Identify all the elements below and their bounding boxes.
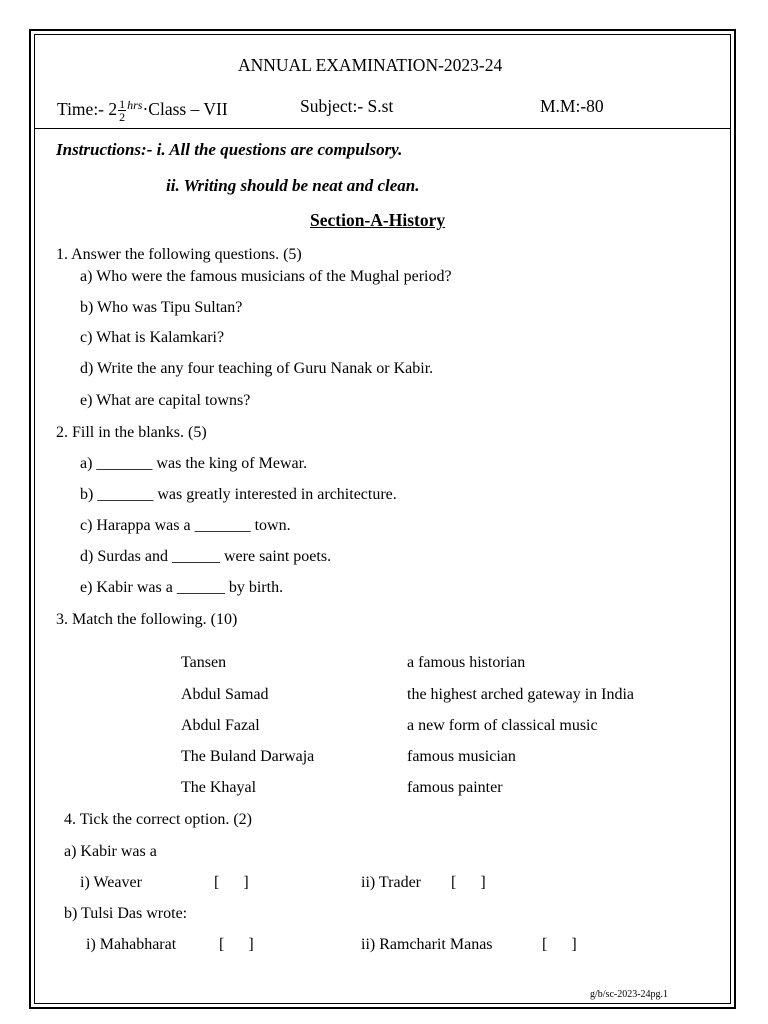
- time-unit: hrs: [127, 98, 143, 112]
- q4-b-option-1-bracket: [ ]: [219, 936, 254, 953]
- match-right-4: famous musician: [407, 748, 516, 765]
- q4-a-option-1: i) Weaver: [80, 874, 142, 891]
- match-right-3: a new form of classical music: [407, 717, 598, 734]
- q4-b-option-2-bracket: [ ]: [542, 936, 577, 953]
- time-prefix: Time:- 2: [57, 99, 118, 119]
- subject-label: Subject:- S.st: [300, 96, 394, 116]
- instruction-line-2: ii. Writing should be neat and clean.: [166, 176, 420, 195]
- q4-a-option-1-bracket: [ ]: [214, 874, 249, 891]
- q1-item-a: a) Who were the famous musicians of the Mughal period?: [80, 268, 452, 285]
- class-label: ·Class – VII: [142, 99, 228, 119]
- q1-item-e: e) What are capital towns?: [80, 392, 251, 409]
- q1-item-d: d) Write the any four teaching of Guru Nanak or Kabir.: [80, 360, 434, 377]
- q4-b-option-1: i) Mahabharat: [86, 936, 177, 953]
- section-title: Section-A-History: [310, 210, 446, 230]
- match-right-1: a famous historian: [407, 654, 526, 671]
- max-marks: M.M:-80: [540, 96, 604, 116]
- q2-item-c: c) Harappa was a _______ town.: [80, 517, 291, 534]
- match-left-5: The Khayal: [181, 779, 257, 796]
- match-left-1: Tansen: [181, 654, 227, 671]
- q4-a-stem: a) Kabir was a: [64, 843, 157, 860]
- match-left-3: Abdul Fazal: [181, 717, 260, 734]
- q2-item-d: d) Surdas and ______ were saint poets.: [80, 548, 332, 565]
- question-2: 2. Fill in the blanks. (5): [56, 424, 207, 441]
- match-left-2: Abdul Samad: [181, 686, 269, 703]
- instruction-line-1: Instructions:- i. All the questions are compulsory.: [56, 140, 403, 159]
- match-right-2: the highest arched gateway in India: [407, 686, 635, 703]
- question-3: 3. Match the following. (10): [56, 611, 238, 628]
- match-left-4: The Buland Darwaja: [181, 748, 315, 765]
- time-numerator: 1: [119, 97, 126, 112]
- q4-b-stem: b) Tulsi Das wrote:: [64, 905, 188, 922]
- q2-item-b: b) _______ was greatly interested in architecture.: [80, 486, 397, 503]
- q4-a-option-2-bracket: [ ]: [451, 874, 486, 891]
- time-denominator: 2: [119, 110, 126, 125]
- question-4: 4. Tick the correct option. (2): [64, 811, 252, 828]
- question-1: 1. Answer the following questions. (5): [56, 246, 302, 263]
- page-footer-code: g/b/sc-2023-24pg.1: [590, 989, 669, 1000]
- time-info: [57, 90, 228, 124]
- q2-item-a: a) _______ was the king of Mewar.: [80, 455, 308, 472]
- q4-a-option-2: ii) Trader: [361, 874, 421, 891]
- header-rule: [34, 128, 731, 129]
- exam-title: ANNUAL EXAMINATION-2023-24: [238, 55, 503, 75]
- q2-item-e: e) Kabir was a ______ by birth.: [80, 579, 284, 596]
- time-fraction: [118, 98, 126, 123]
- match-right-5: famous painter: [407, 779, 503, 796]
- q4-b-option-2: ii) Ramcharit Manas: [361, 936, 493, 953]
- q1-item-b: b) Who was Tipu Sultan?: [80, 299, 243, 316]
- q1-item-c: c) What is Kalamkari?: [80, 329, 225, 346]
